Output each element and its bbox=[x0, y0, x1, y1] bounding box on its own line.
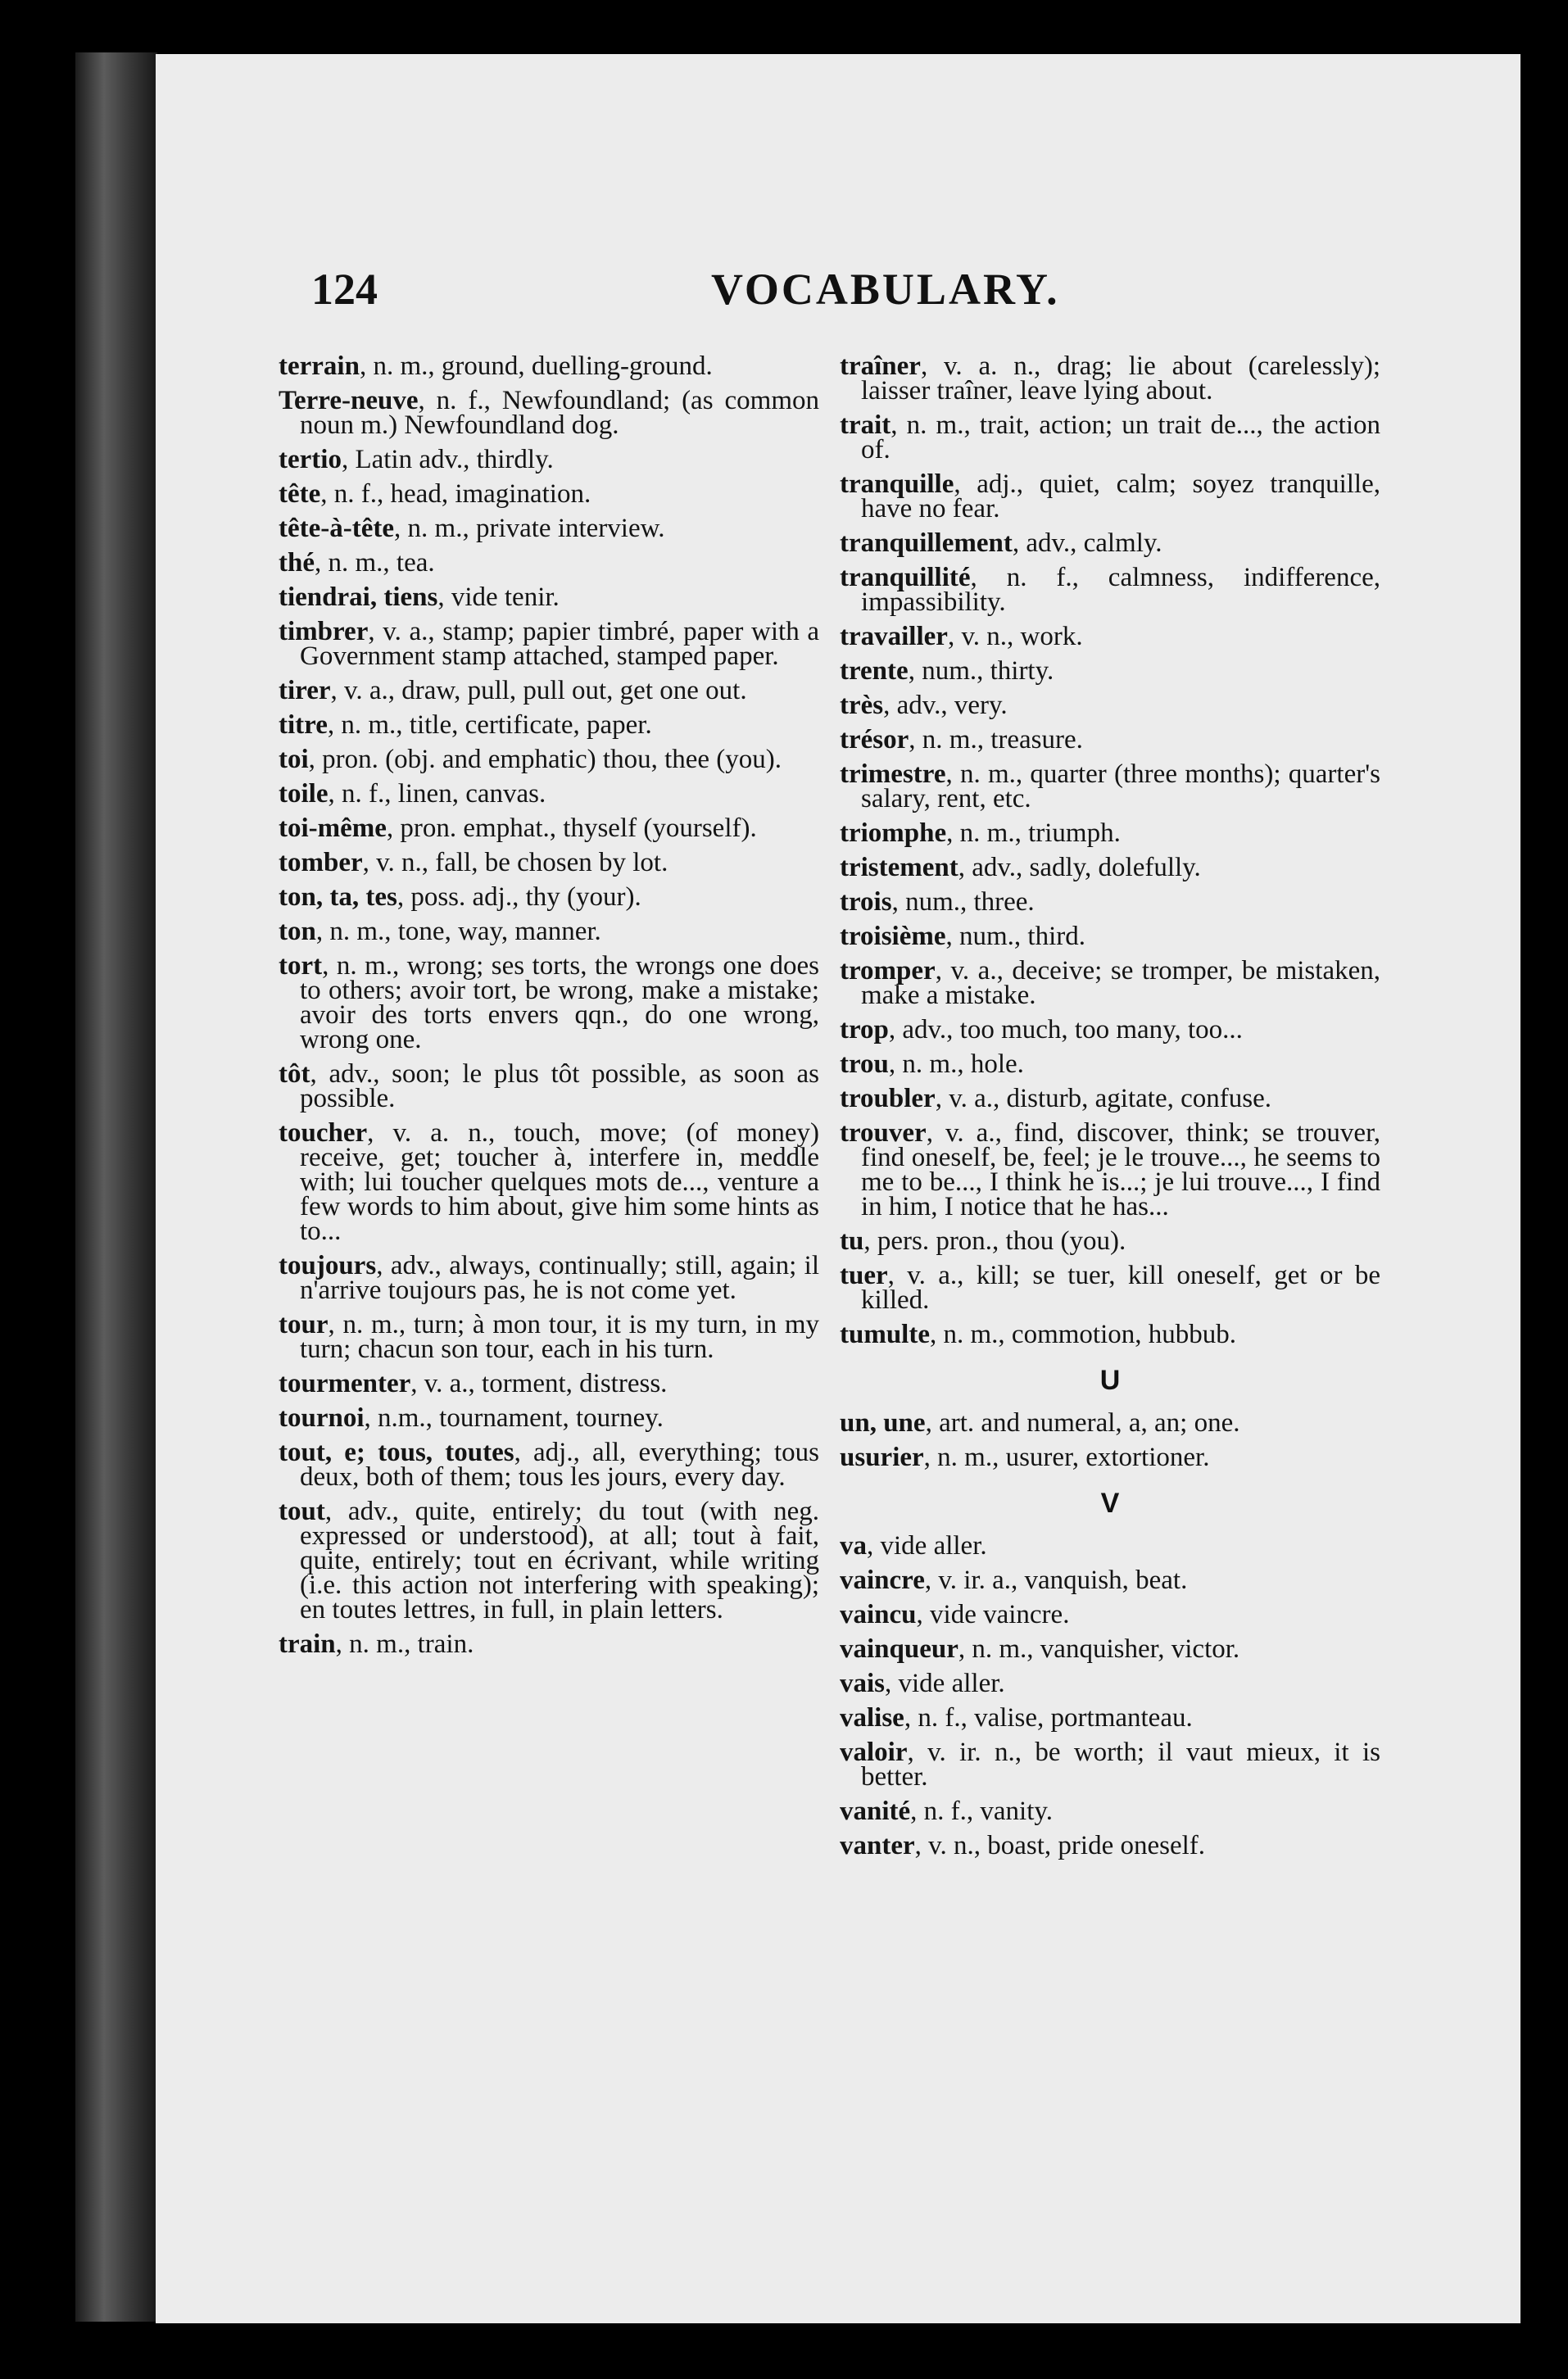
headword: tort bbox=[279, 951, 323, 981]
gloss: , art. and numeral, a, an; one. bbox=[925, 1408, 1240, 1438]
headword: vanité bbox=[840, 1797, 911, 1826]
entry bbox=[840, 1833, 1380, 1858]
gloss: , n. m., tone, way, manner. bbox=[315, 917, 601, 946]
headword: ton bbox=[279, 917, 316, 946]
headword: thé bbox=[279, 548, 315, 578]
entry bbox=[840, 1568, 1380, 1593]
gloss: , v. ir. n., be worth; il vaut mieux, it is better. bbox=[861, 1738, 1380, 1792]
gloss: , n. m., vanquisher, victor. bbox=[958, 1634, 1240, 1664]
gloss: , v. a. n., touch, move; (of money) receive, get; toucher à, interfere in, meddle with; lui toucher quelques mots de..., venture a few words to him about, give him some hints as to... bbox=[300, 1118, 819, 1246]
headword: tuer bbox=[840, 1261, 888, 1290]
headword: valoir bbox=[840, 1738, 908, 1767]
left-column bbox=[279, 351, 819, 1666]
gloss: , n. f., linen, canvas. bbox=[328, 779, 546, 809]
right-column bbox=[840, 351, 1380, 1868]
headword: tumulte bbox=[840, 1320, 930, 1349]
headword: trou bbox=[840, 1049, 889, 1079]
headword: usurier bbox=[840, 1443, 924, 1472]
entry bbox=[279, 813, 819, 843]
headword: tour bbox=[279, 1310, 329, 1339]
entry bbox=[279, 951, 819, 1054]
entry bbox=[840, 1226, 1380, 1256]
headword: tu bbox=[840, 1226, 864, 1256]
headword: titre bbox=[279, 710, 328, 740]
entry bbox=[840, 1049, 1380, 1079]
headword: tranquille bbox=[840, 469, 954, 499]
gloss: , n. m., ground, duelling-ground. bbox=[359, 351, 713, 381]
gloss: , vide aller. bbox=[885, 1669, 1005, 1698]
headword: travailler bbox=[840, 622, 948, 651]
entry bbox=[840, 1017, 1380, 1042]
headword: vaincu bbox=[840, 1600, 917, 1629]
entry bbox=[279, 582, 819, 612]
headword: va bbox=[840, 1531, 867, 1561]
entry bbox=[840, 410, 1380, 464]
page-number: 124 bbox=[311, 265, 378, 314]
headword: tout, e; tous, toutes bbox=[279, 1438, 514, 1467]
gloss: , adj., all, everything; tous deux, both of them; tous les jours, every day. bbox=[300, 1438, 819, 1492]
entry bbox=[840, 1086, 1380, 1111]
headword: trouver bbox=[840, 1118, 927, 1148]
gloss: , n. m., usurer, extortioner. bbox=[923, 1443, 1210, 1472]
gloss: , adv., sadly, dolefully. bbox=[958, 853, 1201, 882]
headword: timbrer bbox=[279, 617, 369, 646]
entry bbox=[840, 693, 1380, 718]
headword: troisième bbox=[840, 922, 946, 951]
entry bbox=[279, 386, 819, 440]
gloss: , adv., quite, entirely; du tout (with neg. expressed or understood), at all; tout à fait, quite, entirely; tout en écrivant, while writing (i.e. this action not interfering with speaking); en toutes lettres, in full, in plain letters. bbox=[300, 1497, 819, 1625]
headword: vanter bbox=[840, 1831, 915, 1860]
gloss: , n. m., turn; à mon tour, it is my turn, in my turn; chacun son tour, each in his turn. bbox=[300, 1310, 819, 1364]
headword: toujours bbox=[279, 1251, 377, 1280]
headword: tranquillité bbox=[840, 563, 971, 592]
entry bbox=[279, 516, 819, 541]
headword: trimestre bbox=[840, 759, 946, 789]
gloss: , n. m., trait, action; un trait de..., the action of. bbox=[861, 410, 1380, 464]
headword: toi-même bbox=[279, 813, 387, 843]
headword: tristement bbox=[840, 853, 958, 882]
headword: toile bbox=[279, 779, 329, 809]
headword: tournoi bbox=[279, 1403, 365, 1433]
gloss: , adv., very. bbox=[883, 691, 1008, 720]
section-letter-v: V bbox=[1100, 1488, 1120, 1519]
gloss: , v. a., find, discover, think; se trouver, find oneself, be, feel; je le trouve..., he seems to me to be..., I think he is...; je lui trouve..., I find in him, I notice that he has... bbox=[861, 1118, 1380, 1221]
entry bbox=[279, 1059, 819, 1113]
headword: toucher bbox=[279, 1118, 368, 1148]
gloss: , num., third. bbox=[945, 922, 1086, 951]
entry bbox=[840, 1634, 1380, 1664]
gloss: , n. f., vanity. bbox=[910, 1797, 1054, 1826]
gloss: , pron. (obj. and emphatic) thou, thee (you). bbox=[308, 745, 782, 774]
gloss: , n. m., quarter (three months); quarter's salary, rent, etc. bbox=[861, 759, 1380, 813]
gloss: , num., thirty. bbox=[908, 656, 1054, 686]
headword: vais bbox=[840, 1669, 886, 1698]
gloss: , n. f., head, imagination. bbox=[320, 479, 591, 509]
gloss: , n. m., title, certificate, paper. bbox=[327, 710, 652, 740]
entry bbox=[279, 351, 819, 381]
headword: un, une bbox=[840, 1408, 926, 1438]
entry bbox=[840, 528, 1380, 558]
gloss: , num., three. bbox=[891, 887, 1035, 917]
gloss: , n. m., tea. bbox=[315, 548, 435, 578]
book-spine bbox=[75, 52, 157, 2322]
entry bbox=[840, 1408, 1380, 1438]
entry bbox=[279, 1253, 819, 1303]
entry bbox=[279, 850, 819, 875]
gloss: , n. m., triumph. bbox=[946, 818, 1121, 848]
entry bbox=[840, 351, 1380, 406]
headword: triomphe bbox=[840, 818, 947, 848]
headword: vaincre bbox=[840, 1566, 925, 1595]
gloss: , pron. emphat., thyself (yourself). bbox=[386, 813, 757, 843]
gloss: , n. m., hole. bbox=[888, 1049, 1024, 1079]
entry bbox=[840, 727, 1380, 752]
entry bbox=[840, 624, 1380, 649]
gloss: , adv., too much, too many, too... bbox=[888, 1015, 1243, 1044]
gloss: , adj., quiet, calm; soyez tranquille, have no fear. bbox=[861, 469, 1380, 523]
gloss: , vide tenir. bbox=[437, 582, 560, 612]
gloss: , n. m., private interview. bbox=[394, 514, 665, 543]
gloss: , n. f., calmness, indifference, impassibility. bbox=[861, 563, 1380, 617]
gloss: , n. m., train. bbox=[335, 1629, 474, 1659]
entry bbox=[279, 678, 819, 703]
entry bbox=[279, 919, 819, 944]
headword: tiendrai, tiens bbox=[279, 582, 438, 612]
entry bbox=[279, 479, 819, 509]
entry bbox=[279, 882, 819, 912]
entry bbox=[840, 1261, 1380, 1315]
gloss: , v. n., fall, be chosen by lot. bbox=[362, 848, 668, 877]
entry bbox=[279, 779, 819, 809]
entry bbox=[840, 887, 1380, 917]
entry bbox=[840, 1445, 1380, 1470]
entry bbox=[840, 1322, 1380, 1347]
entry bbox=[840, 818, 1380, 848]
entry bbox=[279, 1438, 819, 1492]
headword: tirer bbox=[279, 676, 331, 705]
entry bbox=[840, 469, 1380, 523]
gloss: , v. ir. a., vanquish, beat. bbox=[924, 1566, 1188, 1595]
entry bbox=[279, 1403, 819, 1433]
entry bbox=[279, 1497, 819, 1625]
headword: tout bbox=[279, 1497, 325, 1526]
gloss: , poss. adj., thy (your). bbox=[397, 882, 641, 912]
gloss: , v. a., disturb, agitate, confuse. bbox=[935, 1084, 1271, 1113]
gloss: , n.m., tournament, tourney. bbox=[364, 1403, 664, 1433]
headword: tertio bbox=[279, 445, 342, 474]
headword: tôt bbox=[279, 1059, 310, 1089]
entry bbox=[840, 1799, 1380, 1824]
entry bbox=[840, 759, 1380, 813]
headword: troubler bbox=[840, 1084, 936, 1113]
gloss: , v. a., kill; se tuer, kill oneself, get or be killed. bbox=[861, 1261, 1380, 1315]
gloss: , v. a. n., drag; lie about (carelessly); laisser traîner, leave lying about. bbox=[861, 351, 1380, 406]
headword: trop bbox=[840, 1015, 889, 1044]
entry bbox=[840, 1703, 1380, 1733]
gloss: , v. n., work. bbox=[947, 622, 1083, 651]
headword: tranquillement bbox=[840, 528, 1013, 558]
entry bbox=[840, 1118, 1380, 1221]
headword: ton, ta, tes bbox=[279, 882, 397, 912]
headword: valise bbox=[840, 1703, 904, 1733]
gloss: , adv., soon; le plus tôt possible, as soon as possible. bbox=[300, 1059, 819, 1113]
entry bbox=[279, 548, 819, 578]
gloss: , n. f., valise, portmanteau. bbox=[904, 1703, 1193, 1733]
entry bbox=[279, 747, 819, 772]
gloss: , n. m., commotion, hubbub. bbox=[930, 1320, 1236, 1349]
headword: tête bbox=[279, 479, 321, 509]
entry bbox=[840, 1738, 1380, 1792]
headword: terrain bbox=[279, 351, 360, 381]
entry bbox=[840, 656, 1380, 686]
headword: tromper bbox=[840, 956, 936, 986]
gloss: , n. f., Newfoundland; (as common noun m.) Newfoundland dog. bbox=[300, 386, 819, 440]
entry bbox=[279, 447, 819, 472]
entry bbox=[279, 617, 819, 671]
section-letter-u: U bbox=[1099, 1365, 1121, 1396]
headword: trait bbox=[840, 410, 891, 440]
gloss: , n. m., wrong; ses torts, the wrongs one does to others; avoir tort, be wrong, make a mistake; avoir des torts envers qqn., do one wrong, wrong one. bbox=[300, 951, 819, 1054]
entry bbox=[840, 924, 1380, 949]
headword: tourmenter bbox=[279, 1369, 411, 1398]
entry bbox=[840, 1531, 1380, 1561]
headword: toi bbox=[279, 745, 309, 774]
entry bbox=[840, 958, 1380, 1008]
entry bbox=[840, 855, 1380, 880]
gloss: , adv., always, continually; still, again; il n'arrive toujours pas, he is not come yet. bbox=[300, 1251, 819, 1305]
headword: tête-à-tête bbox=[279, 514, 395, 543]
gloss: , adv., calmly. bbox=[1012, 528, 1162, 558]
entry bbox=[279, 1629, 819, 1659]
entry bbox=[840, 1671, 1380, 1696]
gloss: , v. n., boast, pride oneself. bbox=[914, 1831, 1206, 1860]
gloss: , v. a., draw, pull, pull out, get one out. bbox=[330, 676, 747, 705]
entry bbox=[279, 710, 819, 740]
gloss: , v. a., stamp; papier timbré, paper with a Government stamp attached, stamped paper. bbox=[300, 617, 819, 671]
gloss: , v. a., torment, distress. bbox=[410, 1369, 668, 1398]
entry bbox=[279, 1312, 819, 1362]
entry bbox=[840, 1602, 1380, 1627]
headword: trésor bbox=[840, 725, 909, 754]
gloss: , n. m., treasure. bbox=[909, 725, 1083, 754]
headword: Terre-neuve bbox=[279, 386, 419, 415]
headword: vainqueur bbox=[840, 1634, 958, 1664]
running-head: VOCABULARY. bbox=[711, 265, 1060, 314]
gloss: , Latin adv., thirdly. bbox=[341, 445, 554, 474]
gloss: , v. a., deceive; se tromper, be mistaken, make a mistake. bbox=[861, 956, 1380, 1010]
gloss: , vide vaincre. bbox=[916, 1600, 1070, 1629]
headword: trois bbox=[840, 887, 892, 917]
gloss: , pers. pron., thou (you). bbox=[863, 1226, 1126, 1256]
entry bbox=[279, 1371, 819, 1396]
entry bbox=[279, 1118, 819, 1246]
entry bbox=[840, 563, 1380, 617]
headword: train bbox=[279, 1629, 336, 1659]
headword: très bbox=[840, 691, 884, 720]
headword: trente bbox=[840, 656, 909, 686]
gloss: , vide aller. bbox=[867, 1531, 987, 1561]
headword: tomber bbox=[279, 848, 363, 877]
headword: traîner bbox=[840, 351, 921, 381]
